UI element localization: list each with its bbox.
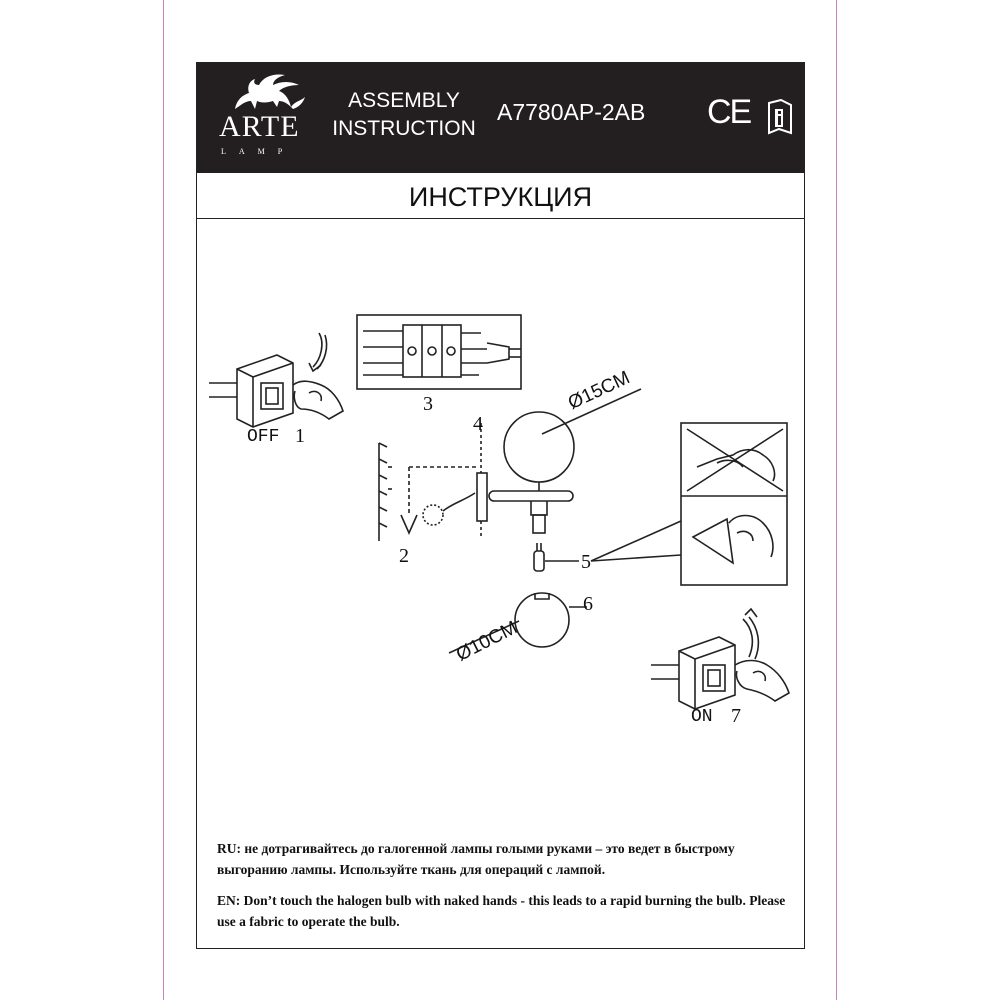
note-ru: RU: не дотрагивайтесь до галогенной лампы голыми руками – это ведет в быстрому выгоранию лампы. Используйте ткань для операций с лампой. [217, 841, 735, 877]
assembly-line-1: ASSEMBLY [348, 89, 460, 112]
switch-off-illustration [209, 333, 343, 427]
step-3-label: 3 [423, 393, 433, 415]
ce-mark: CE [707, 93, 751, 131]
assembly-line-2: INSTRUCTION [332, 117, 476, 140]
step-7-label: 7 [731, 705, 741, 727]
halogen-bulb-illustration [534, 521, 681, 571]
step-off-label: OFF [247, 427, 280, 447]
terminal-block-illustration [357, 315, 521, 389]
dimension-large-shade: Ø15CM [565, 367, 634, 415]
switch-on-illustration [651, 609, 789, 709]
model-number: A7780AP-2AB [497, 99, 646, 125]
step-6-label: 6 [583, 593, 593, 615]
brand-logo-text: ARTE [219, 110, 300, 143]
assembly-diagram [197, 63, 806, 763]
step-2-label: 2 [399, 545, 409, 567]
trim-line-right [836, 0, 837, 1000]
dimension-small-shade: Ø10CM [453, 617, 521, 666]
step-5-label: 5 [581, 551, 591, 573]
warning-notes [217, 838, 787, 942]
step-1-label: 1 [295, 425, 305, 447]
step-4-label: 4 [473, 413, 483, 435]
note-en: EN: Don’t touch the halogen bulb with naked hands - this leads to a rapid burning the bulb. Please use a fabric to operate the bulb. [217, 893, 786, 929]
brand-logo-subtext: LAMP [221, 147, 296, 156]
instruction-sheet [196, 62, 805, 949]
bulb-handling-panels [681, 423, 787, 585]
trim-line-left [163, 0, 164, 1000]
page-title: ИНСТРУКЦИЯ [197, 173, 804, 219]
step-on-label: ON [691, 707, 713, 727]
